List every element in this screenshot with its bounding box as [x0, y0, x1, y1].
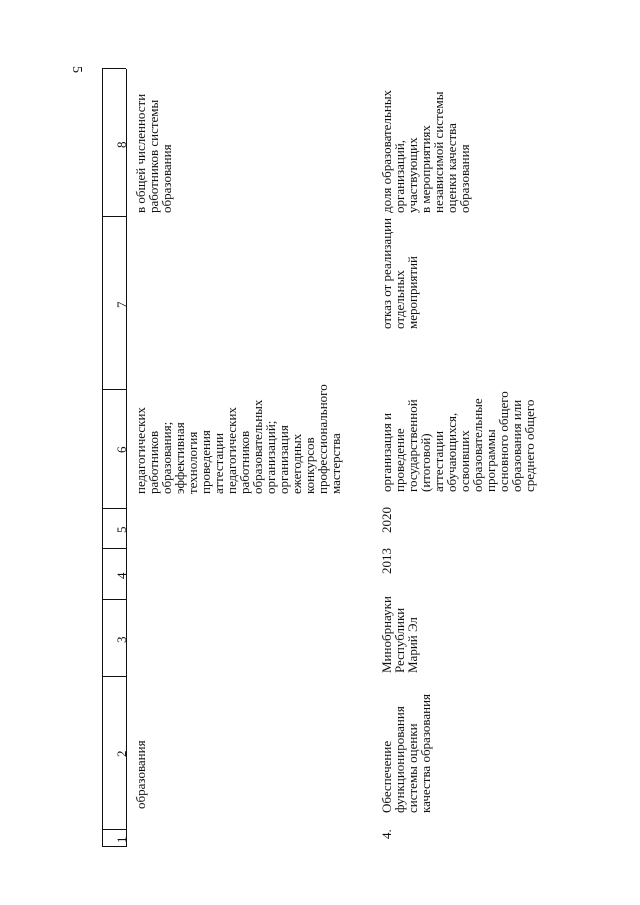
col-header-1: 1 [114, 836, 129, 843]
col-header-8: 8 [114, 141, 129, 148]
row4-col8: доля образовательных организаций, участвующих в мероприятиях независимой системы оценки качества образования [379, 89, 472, 213]
row4-col6: организация и проведение государственной (итоговой) аттестации обучающихся, освоивших образовательные программы основного общего образования или среднего общего [379, 391, 537, 492]
row4-col3: Минобрнауки Республики Марий Эл [379, 596, 420, 673]
col-header-7: 7 [114, 301, 129, 308]
row4-number: 4. [379, 829, 394, 839]
page-number: 5 [69, 66, 84, 73]
col-divider [102, 676, 126, 677]
col-divider [102, 68, 126, 69]
col-divider [102, 846, 126, 847]
col-divider [102, 829, 126, 830]
col-divider [102, 508, 126, 509]
row4-col4: 2013 [379, 548, 394, 574]
row4-col2: Обеспечение функционирования системы оценки качества образования [379, 693, 433, 813]
row4-col7: отказ от реализации отдельных мероприятий [379, 217, 420, 329]
table-top-border [102, 69, 103, 847]
col-divider [102, 216, 126, 217]
col-header-4: 4 [114, 572, 129, 579]
row4-col5: 2020 [379, 507, 394, 533]
col-divider [102, 389, 126, 390]
col-divider [102, 599, 126, 600]
col-header-5: 5 [114, 526, 129, 533]
col-header-3: 3 [114, 636, 129, 643]
continuation-col8: в общей численности работников системы образования [133, 93, 174, 213]
continuation-col6: педагогических работников образования; эффективная технология проведения аттестации педагогических работников образовательных организаций; организация ежегодных конкурсов профессионального мастерства [133, 384, 343, 494]
col-header-6: 6 [114, 446, 129, 453]
col-header-2: 2 [114, 750, 129, 757]
continuation-col2: образования [133, 740, 148, 809]
header-bottom-border [126, 69, 127, 847]
col-divider [102, 548, 126, 549]
